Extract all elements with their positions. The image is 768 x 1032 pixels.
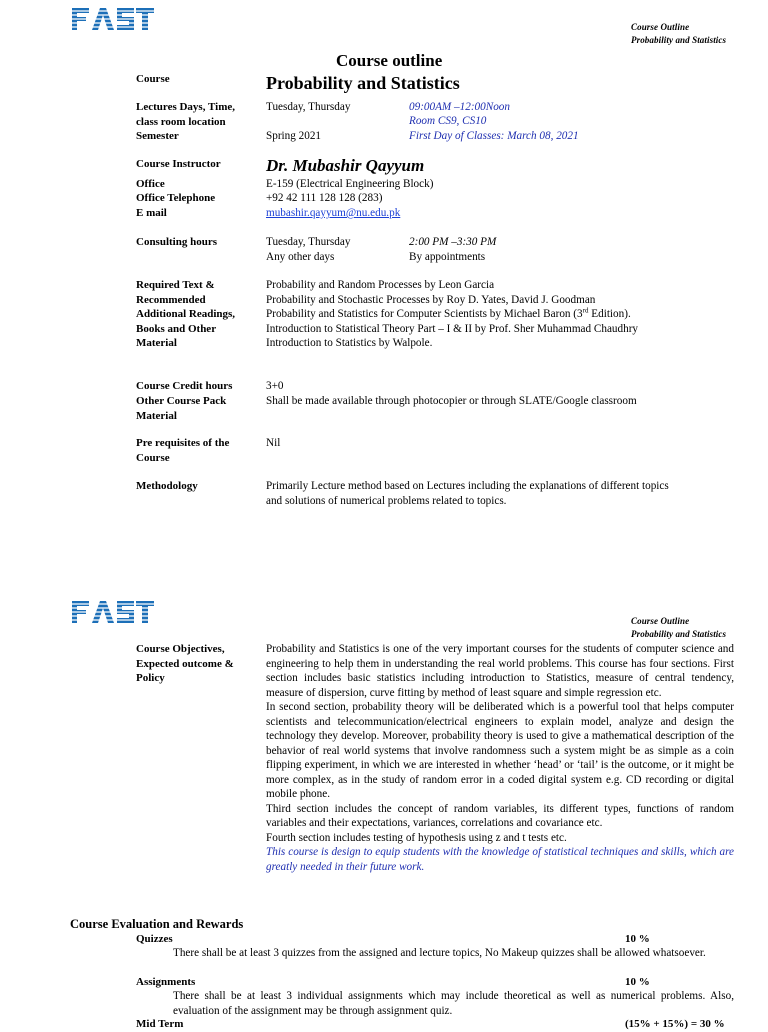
page-title: Course outline	[336, 51, 443, 70]
consult-time: 2:00 PM –3:30 PM	[409, 236, 497, 248]
first-day: First Day of Classes: March 08, 2021	[409, 130, 579, 142]
office-label: Office	[136, 178, 165, 190]
method-label: Methodology	[136, 480, 198, 492]
paragraph: Fourth section includes testing of hypothesis using z and t tests etc.	[266, 831, 567, 844]
credit-value: 3+0	[266, 380, 284, 392]
instructor-name: Dr. Mubashir Qayyum	[266, 156, 425, 175]
consult-label: Consulting hours	[136, 236, 218, 248]
pack-value: Shall be made available through photocopier or through SLATE/Google classroom	[266, 395, 637, 407]
list-item: Introduction to Statistics by Walpole.	[266, 337, 433, 349]
phone-label: Office Telephone	[136, 192, 216, 204]
quizzes-text: There shall be at least 3 quizzes from the assigned and lecture topics, No Makeup quizzes shall be allowed whatsoever.	[173, 947, 706, 959]
quizzes-label: Quizzes	[136, 933, 173, 945]
assignments-percent: 10 %	[625, 976, 650, 988]
semester-label: Semester	[136, 130, 179, 142]
office-value: E-159 (Electrical Engineering Block)	[266, 178, 434, 190]
midterm-label: Mid Term	[136, 1018, 184, 1030]
header-note-line2: Probability and Statistics	[631, 35, 727, 45]
header-note	[631, 615, 726, 641]
lectures-time: 09:00AM –12:00Noon	[409, 101, 510, 113]
paragraph: In second section, probability theory will be deliberated which is a powerful tool that helps computer scientists and telecommunication/electrical engineers to explain model, analyze and design the technology they develop. Moreover, probability theory is used to give a mathematical description of the behavior of real world systems that involve randomness such a system might be as simple as a coin flipping experiment, in which we are interested in whether ‘head’ or ‘tail’ is the outcome, or it might be more complex, as in the study of random error in a coded digital system e.g. CD recording or digital mobile phone.	[266, 701, 734, 800]
paragraph-highlight: This course is design to equip students with the knowledge of statistical techniques and skills, which are greatly needed in their future work.	[266, 846, 734, 873]
assignments-text: There shall be at least 3 individual assignments which may include theoretical as well as numerical problems. Also, evaluation of the assignment may be through assignment quiz.	[173, 990, 734, 1017]
section-heading: Course Evaluation and Rewards	[70, 917, 244, 931]
quizzes-percent: 10 %	[625, 933, 650, 945]
lectures-room: Room CS9, CS10	[409, 115, 487, 127]
list-item: Probability and Random Processes by Leon Garcia	[266, 279, 495, 291]
objectives-label: Course Objectives, Expected outcome & Policy	[136, 643, 234, 684]
header-note	[631, 21, 726, 47]
paragraph: Third section includes the concept of random variables, its different types, functions of random variables and their expectations, variances, correlations and covariance etc.	[266, 802, 734, 829]
header-note-line2: Probability and Statistics	[631, 629, 727, 639]
prereq-label: Pre requisites of the Course	[136, 437, 230, 464]
fast-logo	[70, 6, 156, 32]
header-note-line1: Course Outline	[631, 22, 690, 32]
paragraph: Probability and Statistics is one of the very important courses for the students of computer science and engineering to help them in understanding the real world problems. This course has four sections. First section includes basic statistics including introduction to Statistics, measure of central tendency, measure of dispersion, curve fitting by method of least square and simple regression etc.	[266, 643, 734, 699]
semester-value: Spring 2021	[266, 130, 322, 142]
list-item: Probability and Stochastic Processes by Roy D. Yates, David J. Goodman	[266, 293, 596, 306]
email-label: E mail	[136, 207, 167, 219]
phone-value: +92 42 111 128 128 (283)	[266, 192, 383, 204]
objectives-text	[266, 642, 734, 874]
consult-other: Any other days	[266, 251, 335, 263]
email-link[interactable]: mubashir.qayyum@nu.edu.pk	[266, 207, 401, 219]
consult-appt: By appointments	[409, 251, 486, 263]
course-label: Course	[136, 73, 170, 85]
credit-label: Course Credit hours	[136, 380, 233, 392]
midterm-percent: (15% + 15%) = 30 %	[625, 1018, 725, 1030]
fast-logo	[70, 599, 156, 625]
consult-days: Tuesday, Thursday	[266, 236, 351, 248]
course-title: Probability and Statistics	[266, 73, 460, 93]
header-note-line1: Course Outline	[631, 616, 690, 626]
texts-list	[266, 278, 736, 351]
assignments-label: Assignments	[136, 976, 196, 988]
pack-label: Other Course Pack Material	[136, 395, 227, 422]
prereq-value: Nil	[266, 437, 281, 449]
lectures-days: Tuesday, Thursday	[266, 101, 351, 113]
instructor-label: Course Instructor	[136, 158, 221, 170]
lectures-label: Lectures Days, Time, class room location	[136, 101, 235, 128]
list-item: Introduction to Statistical Theory Part – I & II by Prof. Sher Muhammad Chaudhry	[266, 322, 639, 335]
method-value: Primarily Lecture method based on Lectures including the explanations of different topics and solutions of numerical problems related to topics.	[266, 480, 669, 507]
texts-label: Required Text & Recommended Additional Readings, Books and Other Material	[136, 279, 236, 349]
list-item: Probability and Statistics for Computer Scientists by Michael Baron (3rd Edition).	[266, 306, 631, 320]
